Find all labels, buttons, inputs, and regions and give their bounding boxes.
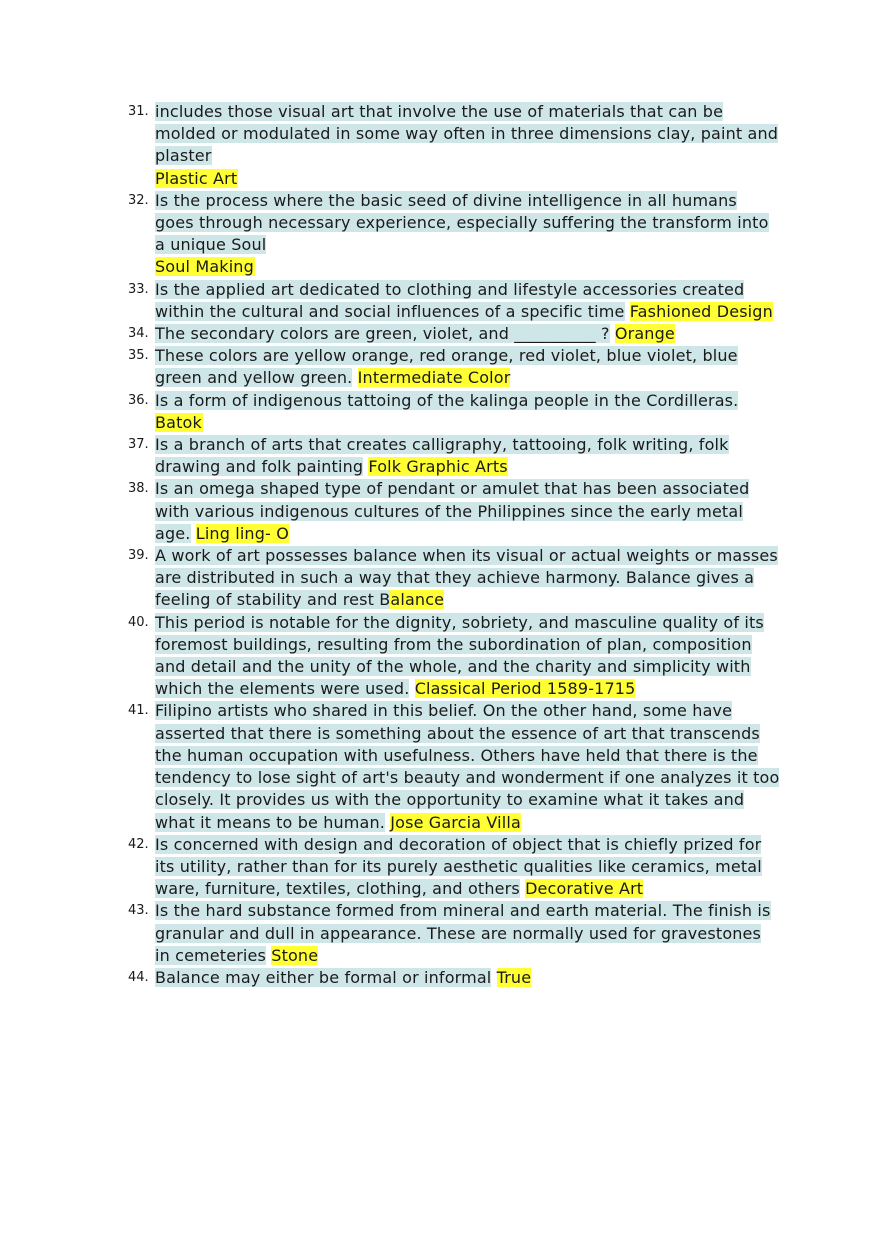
- question-body: [155, 101, 780, 190]
- answer-highlight: Orange: [614, 324, 675, 344]
- question-body: [155, 279, 780, 323]
- question-number: 35.: [128, 348, 149, 364]
- question-number: 32.: [128, 192, 149, 208]
- question-text: Is a branch of arts that creates calligraphy, tattooing, folk writing, folk drawing and folk painting: [155, 435, 729, 477]
- question-item: [0, 190, 780, 279]
- question-text: Is an omega shaped type of pendant or amulet that has been associated with various indigenous cultures of the Philippines since the early metal age.: [155, 479, 750, 543]
- question-text: Is the hard substance formed from mineral and earth material. The finish is granular and dull in appearance. These are normally used for gravestones in cemeteries: [155, 901, 771, 965]
- answer-highlight: Stone: [271, 945, 319, 965]
- question-number: 40.: [128, 614, 149, 630]
- answer-highlight: True: [496, 967, 532, 987]
- question-body: [155, 345, 780, 389]
- answer-highlight: Plastic Art: [155, 168, 238, 188]
- question-item: [0, 279, 780, 323]
- question-body: [155, 700, 780, 833]
- question-number: 44.: [128, 969, 149, 985]
- question-number: 33.: [128, 281, 149, 297]
- question-list: [0, 101, 780, 989]
- question-text: The secondary colors are green, violet, and __________ ?: [155, 324, 610, 344]
- question-number: 34.: [128, 326, 149, 342]
- question-body: [155, 545, 780, 612]
- question-body: [155, 900, 780, 967]
- question-item: [0, 545, 780, 612]
- question-number: 43.: [128, 903, 149, 919]
- question-item: [0, 323, 780, 345]
- question-item: [0, 612, 780, 701]
- answer-highlight: Batok: [155, 412, 202, 432]
- question-text: These colors are yellow orange, red orange, red violet, blue violet, blue green and yellow green.: [155, 346, 738, 388]
- question-number: 42.: [128, 836, 149, 852]
- question-number: 31.: [128, 104, 149, 119]
- answer-highlight: Fashioned Design: [629, 301, 773, 321]
- answer-highlight: Ling ling- O: [195, 523, 289, 543]
- question-number: 37.: [128, 437, 149, 453]
- question-number: 39.: [128, 548, 149, 564]
- question-number: 41.: [128, 703, 149, 719]
- question-text: This period is notable for the dignity, sobriety, and masculine quality of its foremost buildings, resulting from the subordination of plan, composition and detail and the unity of the whole, and the charity and simplicity with which the elements were used.: [155, 612, 764, 699]
- question-body: [155, 390, 780, 434]
- question-body: [155, 967, 780, 989]
- question-number: 36.: [128, 392, 149, 408]
- question-text: Is the process where the basic seed of divine intelligence in all humans goes through necessary experience, especially suffering the transform into a unique Soul: [155, 190, 769, 255]
- question-text: Is the applied art dedicated to clothing and lifestyle accessories created within the cultural and social influences of a specific time: [155, 279, 745, 321]
- question-item: [0, 900, 780, 967]
- question-text: Is a form of indigenous tattoing of the kalinga people in the Cordilleras.: [155, 390, 739, 410]
- answer-highlight: Intermediate Color: [357, 368, 511, 388]
- question-item: [0, 478, 780, 545]
- question-item: [0, 700, 780, 833]
- question-item: [0, 101, 780, 190]
- question-text: Filipino artists who shared in this belief. On the other hand, some have asserted that there is something about the essence of art that transcends the human occupation with usefulness. Others have held that there is the tendency to lose sight of art's beauty and wonderment if one analyzes it too closely. It provides us with the opportunity to examine what it takes and what it means to be human.: [155, 701, 780, 832]
- question-body: [155, 190, 780, 279]
- question-item: [0, 434, 780, 478]
- question-item: [0, 834, 780, 901]
- question-body: [155, 323, 780, 345]
- question-body: [155, 834, 780, 901]
- question-body: [155, 434, 780, 478]
- answer-highlight: Classical Period 1589-1715: [414, 679, 636, 699]
- answer-highlight: Jose Garcia Villa: [390, 812, 521, 832]
- question-text: A work of art possesses balance when its visual or actual weights or masses are distributed in such a way that they achieve harmony. Balance gives a feeling of stability and rest B: [155, 546, 778, 610]
- answer-highlight: Decorative Art: [525, 879, 644, 899]
- question-text: includes those visual art that involve the use of materials that can be molded or modulated in some way often in three dimensions clay, paint and plaster: [155, 102, 779, 166]
- question-text: Is concerned with design and decoration of object that is chiefly prized for its utility, rather than for its purely aesthetic qualities like ceramics, metal ware, furniture, textiles, clothing, and others: [155, 834, 762, 899]
- question-item: [0, 345, 780, 389]
- answer-highlight: Soul Making: [155, 257, 254, 277]
- question-item: [0, 967, 780, 989]
- question-body: [155, 612, 780, 701]
- answer-highlight: Folk Graphic Arts: [368, 457, 508, 477]
- question-body: [155, 478, 780, 545]
- question-item: [0, 390, 780, 434]
- question-number: 38.: [128, 481, 149, 497]
- question-text: Balance may either be formal or informal: [155, 967, 492, 987]
- answer-highlight: alance: [390, 590, 445, 610]
